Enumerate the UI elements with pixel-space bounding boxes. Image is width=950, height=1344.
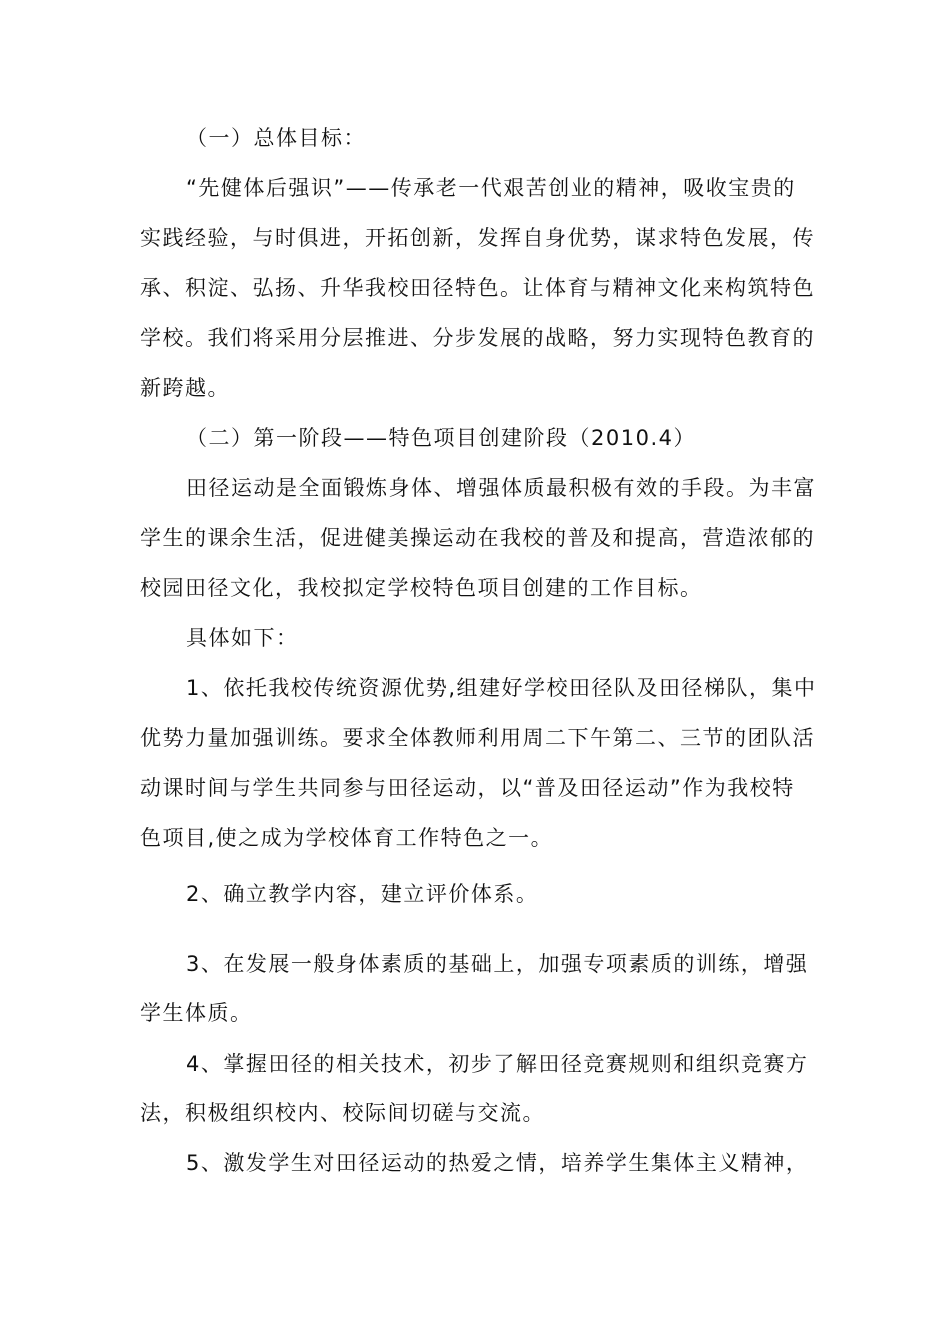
paragraph-line: 具体如下： — [186, 626, 299, 650]
heading-overall-goal: （一）总体目标： — [186, 126, 366, 150]
paragraph-line: 实践经验，与时俱进，开拓创新，发挥自身优势，谋求特色发展，传 — [140, 226, 815, 250]
paragraph-line: 学生体质。 — [140, 1001, 253, 1025]
list-item-2: 2、确立教学内容，建立评价体系。 — [186, 882, 539, 906]
heading-stage-one: （二）第一阶段——特色项目创建阶段（2010.4） — [186, 426, 696, 450]
paragraph-line: 校园田径文化，我校拟定学校特色项目创建的工作目标。 — [140, 576, 703, 600]
paragraph-line: 优势力量加强训练。要求全体教师利用周二下午第二、三节的团队活 — [140, 726, 815, 750]
paragraph-line: 学校。我们将采用分层推进、分步发展的战略，努力实现特色教育的 — [140, 326, 815, 350]
list-item-3: 3、在发展一般身体素质的基础上，加强专项素质的训练，增强 — [186, 952, 809, 976]
paragraph-line: 新跨越。 — [140, 376, 230, 400]
paragraph-line: 色项目,使之成为学校体育工作特色之一。 — [140, 826, 554, 850]
paragraph-line: 学生的课余生活，促进健美操运动在我校的普及和提高，营造浓郁的 — [140, 526, 815, 550]
paragraph-line: “先健体后强识”——传承老一代艰苦创业的精神，吸收宝贵的 — [186, 176, 796, 200]
list-item-1: 1、依托我校传统资源优势,组建好学校田径队及田径梯队，集中 — [186, 676, 817, 700]
paragraph-line: 承、积淀、弘扬、升华我校田径特色。让体育与精神文化来构筑特色 — [140, 276, 815, 300]
paragraph-line: 法，积极组织校内、校际间切磋与交流。 — [140, 1101, 545, 1125]
list-item-4: 4、掌握田径的相关技术，初步了解田径竞赛规则和组织竞赛方 — [186, 1052, 809, 1076]
paragraph-line: 动课时间与学生共同参与田径运动，以“普及田径运动”作为我校特 — [140, 776, 795, 800]
list-item-5: 5、激发学生对田径运动的热爱之情，培养学生集体主义精神， — [186, 1151, 809, 1175]
paragraph-line: 田径运动是全面锻炼身体、增强体质最积极有效的手段。为丰富 — [186, 476, 816, 500]
